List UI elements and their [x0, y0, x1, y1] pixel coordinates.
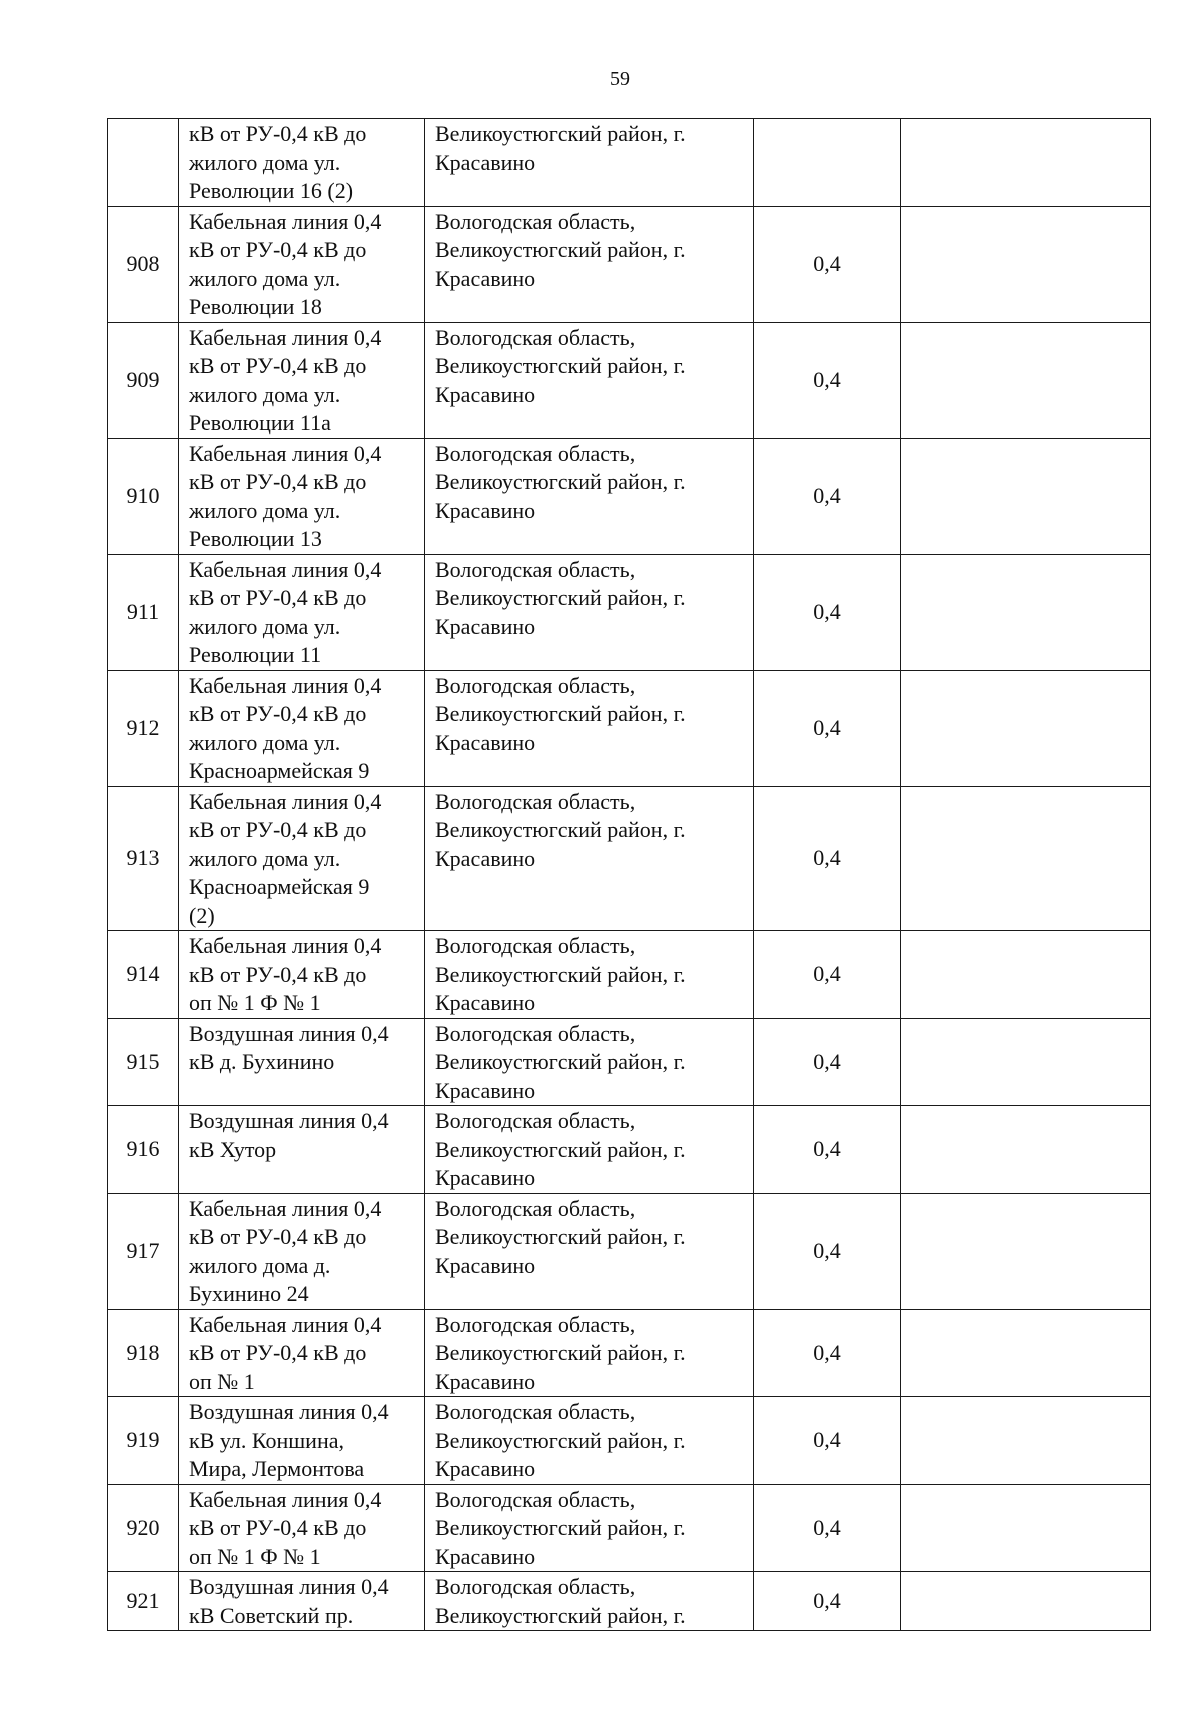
cell-empty [901, 322, 1151, 438]
row-number: 916 [126, 1136, 160, 1161]
voltage-value: 0,4 [813, 1136, 841, 1161]
cell-voltage-value [754, 322, 901, 438]
object-address: Вологодская область, Великоустюгский район, г. Красавино [435, 1399, 686, 1481]
table-row [108, 1309, 1151, 1397]
cell-row-number [108, 786, 179, 931]
row-number: 921 [126, 1587, 160, 1613]
object-name: Кабельная линия 0,4 кВ от РУ-0,4 кВ до оп № 1 [189, 1311, 382, 1394]
voltage-value: 0,4 [813, 1587, 841, 1613]
table-row [108, 1572, 1151, 1631]
cell-voltage-value [754, 1397, 901, 1485]
cell-object-address [425, 1397, 754, 1485]
cell-object-name [179, 670, 425, 786]
cell-voltage-value [754, 1106, 901, 1194]
cell-row-number [108, 931, 179, 1019]
cell-row-number [108, 1309, 179, 1397]
voltage-value: 0,4 [813, 482, 841, 508]
row-number: 915 [126, 1048, 160, 1074]
cell-object-address [425, 1484, 754, 1572]
cell-object-address [425, 1106, 754, 1194]
cell-object-address [425, 670, 754, 786]
voltage-value: 0,4 [813, 714, 841, 740]
object-name: Кабельная линия 0,4 кВ от РУ-0,4 кВ до жилого дома ул. Революции 11 [189, 556, 382, 667]
table-row [108, 206, 1151, 322]
object-name: Кабельная линия 0,4 кВ от РУ-0,4 кВ до оп № 1 Ф № 1 [189, 933, 382, 1015]
cell-object-name [179, 206, 425, 322]
cell-object-address [425, 1018, 754, 1106]
object-name: Кабельная линия 0,4 кВ от РУ-0,4 кВ до жилого дома ул. Революции 18 [189, 208, 382, 319]
cell-empty [901, 206, 1151, 322]
table-row [108, 554, 1151, 670]
table-row [108, 322, 1151, 438]
cell-object-name [179, 1018, 425, 1106]
object-address: Вологодская область, Великоустюгский район, г. Красавино [435, 1195, 686, 1278]
cell-voltage-value [754, 1018, 901, 1106]
object-address: Великоустюгский район, г. Красавино [435, 121, 686, 175]
page-number: 59 [610, 68, 630, 90]
voltage-value: 0,4 [813, 961, 841, 986]
row-number: 912 [126, 714, 160, 740]
object-name: Воздушная линия 0,4 кВ Хутор [189, 1108, 389, 1162]
object-name: Воздушная линия 0,4 кВ ул. Коншина, Мира, Лермонтова [189, 1399, 389, 1481]
cell-row-number [108, 438, 179, 554]
voltage-value: 0,4 [813, 250, 841, 276]
cell-object-address [425, 786, 754, 931]
cell-row-number [108, 670, 179, 786]
cell-object-name [179, 1572, 425, 1631]
cell-empty [901, 786, 1151, 931]
row-number: 920 [126, 1514, 160, 1540]
cell-voltage-value [754, 438, 901, 554]
cell-object-address [425, 1572, 754, 1631]
cell-row-number [108, 1484, 179, 1572]
object-address: Вологодская область, Великоустюгский район, г. Красавино [435, 672, 686, 755]
cell-object-name [179, 1484, 425, 1572]
row-number: 918 [126, 1339, 160, 1365]
object-name: кВ от РУ-0,4 кВ до жилого дома ул. Революции 16 (2) [189, 121, 367, 203]
table-row [108, 1018, 1151, 1106]
cell-row-number [108, 554, 179, 670]
cell-empty [901, 1572, 1151, 1631]
cell-object-address [425, 119, 754, 207]
cell-object-address [425, 931, 754, 1019]
cell-row-number [108, 119, 179, 207]
cell-object-name [179, 1106, 425, 1194]
table-row [108, 1106, 1151, 1194]
cell-row-number [108, 1572, 179, 1631]
table-row [108, 931, 1151, 1019]
cell-empty [901, 1484, 1151, 1572]
row-number: 911 [126, 598, 160, 624]
table-row [108, 438, 1151, 554]
object-name: Кабельная линия 0,4 кВ от РУ-0,4 кВ до жилого дома ул. Революции 11а [189, 324, 382, 435]
table-row [108, 119, 1151, 207]
object-address: Вологодская область, Великоустюгский район, г. Красавино [435, 1108, 686, 1190]
cell-object-address [425, 206, 754, 322]
object-address: Вологодская область, Великоустюгский район, г. Красавино [435, 933, 686, 1015]
cell-voltage-value [754, 119, 901, 207]
cell-row-number [108, 1193, 179, 1309]
cell-voltage-value [754, 1193, 901, 1309]
object-address: Вологодская область, Великоустюгский район, г. [435, 1574, 686, 1628]
cell-object-name [179, 119, 425, 207]
object-address: Вологодская область, Великоустюгский район, г. Красавино [435, 1486, 686, 1569]
table-row [108, 786, 1151, 931]
row-number: 909 [126, 366, 160, 392]
voltage-value: 0,4 [813, 845, 841, 870]
cell-row-number [108, 206, 179, 322]
object-address: Вологодская область, Великоустюгский район, г. Красавино [435, 208, 686, 291]
object-name: Кабельная линия 0,4 кВ от РУ-0,4 кВ до жилого дома ул. Красноармейская 9 [189, 672, 382, 783]
object-address: Вологодская область, Великоустюгский район, г. Красавино [435, 1311, 686, 1394]
object-address: Вологодская область, Великоустюгский район, г. Красавино [435, 1020, 686, 1103]
cell-empty [901, 438, 1151, 554]
object-name: Воздушная линия 0,4 кВ д. Бухинино [189, 1020, 389, 1074]
table-row [108, 1193, 1151, 1309]
object-name: Воздушная линия 0,4 кВ Советский пр. [189, 1574, 389, 1628]
cell-object-address [425, 1309, 754, 1397]
cell-voltage-value [754, 931, 901, 1019]
cell-empty [901, 931, 1151, 1019]
table-row [108, 1484, 1151, 1572]
row-number: 914 [126, 961, 160, 986]
voltage-value: 0,4 [813, 1427, 841, 1452]
table-row [108, 1397, 1151, 1485]
object-name: Кабельная линия 0,4 кВ от РУ-0,4 кВ до жилого дома ул. Революции 13 [189, 440, 382, 551]
row-number: 919 [126, 1427, 160, 1452]
cell-object-name [179, 1309, 425, 1397]
object-address: Вологодская область, Великоустюгский район, г. Красавино [435, 788, 686, 871]
cell-object-address [425, 322, 754, 438]
cell-empty [901, 554, 1151, 670]
cell-object-address [425, 438, 754, 554]
cell-object-name [179, 438, 425, 554]
voltage-value: 0,4 [813, 1237, 841, 1263]
table-row [108, 670, 1151, 786]
cell-voltage-value [754, 1309, 901, 1397]
row-number: 908 [126, 250, 160, 276]
cell-object-name [179, 1193, 425, 1309]
cell-voltage-value [754, 1484, 901, 1572]
voltage-value: 0,4 [813, 1048, 841, 1074]
cell-object-name [179, 786, 425, 931]
object-name: Кабельная линия 0,4 кВ от РУ-0,4 кВ до жилого дома д. Бухинино 24 [189, 1195, 382, 1306]
cell-row-number [108, 1018, 179, 1106]
cell-object-name [179, 554, 425, 670]
cell-object-name [179, 322, 425, 438]
cell-row-number [108, 322, 179, 438]
cell-object-address [425, 554, 754, 670]
cell-object-name [179, 931, 425, 1019]
voltage-value: 0,4 [813, 598, 841, 624]
cell-empty [901, 670, 1151, 786]
voltage-value: 0,4 [813, 1339, 841, 1365]
object-name: Кабельная линия 0,4 кВ от РУ-0,4 кВ до жилого дома ул. Красноармейская 9 (2) [189, 788, 382, 928]
registry-table-body [108, 119, 1151, 1631]
row-number: 910 [126, 482, 160, 508]
object-address: Вологодская область, Великоустюгский район, г. Красавино [435, 324, 686, 407]
registry-table [107, 118, 1151, 1631]
cell-empty [901, 1018, 1151, 1106]
cell-empty [901, 1193, 1151, 1309]
cell-voltage-value [754, 1572, 901, 1631]
cell-voltage-value [754, 786, 901, 931]
cell-voltage-value [754, 206, 901, 322]
cell-voltage-value [754, 554, 901, 670]
object-address: Вологодская область, Великоустюгский район, г. Красавино [435, 556, 686, 639]
cell-object-name [179, 1397, 425, 1485]
voltage-value: 0,4 [813, 1514, 841, 1540]
row-number: 913 [126, 845, 160, 870]
cell-empty [901, 119, 1151, 207]
cell-object-address [425, 1193, 754, 1309]
cell-empty [901, 1106, 1151, 1194]
object-address: Вологодская область, Великоустюгский район, г. Красавино [435, 440, 686, 523]
cell-empty [901, 1309, 1151, 1397]
cell-voltage-value [754, 670, 901, 786]
row-number: 917 [126, 1237, 160, 1263]
cell-empty [901, 1397, 1151, 1485]
voltage-value: 0,4 [813, 366, 841, 392]
cell-row-number [108, 1397, 179, 1485]
cell-row-number [108, 1106, 179, 1194]
object-name: Кабельная линия 0,4 кВ от РУ-0,4 кВ до оп № 1 Ф № 1 [189, 1486, 382, 1569]
